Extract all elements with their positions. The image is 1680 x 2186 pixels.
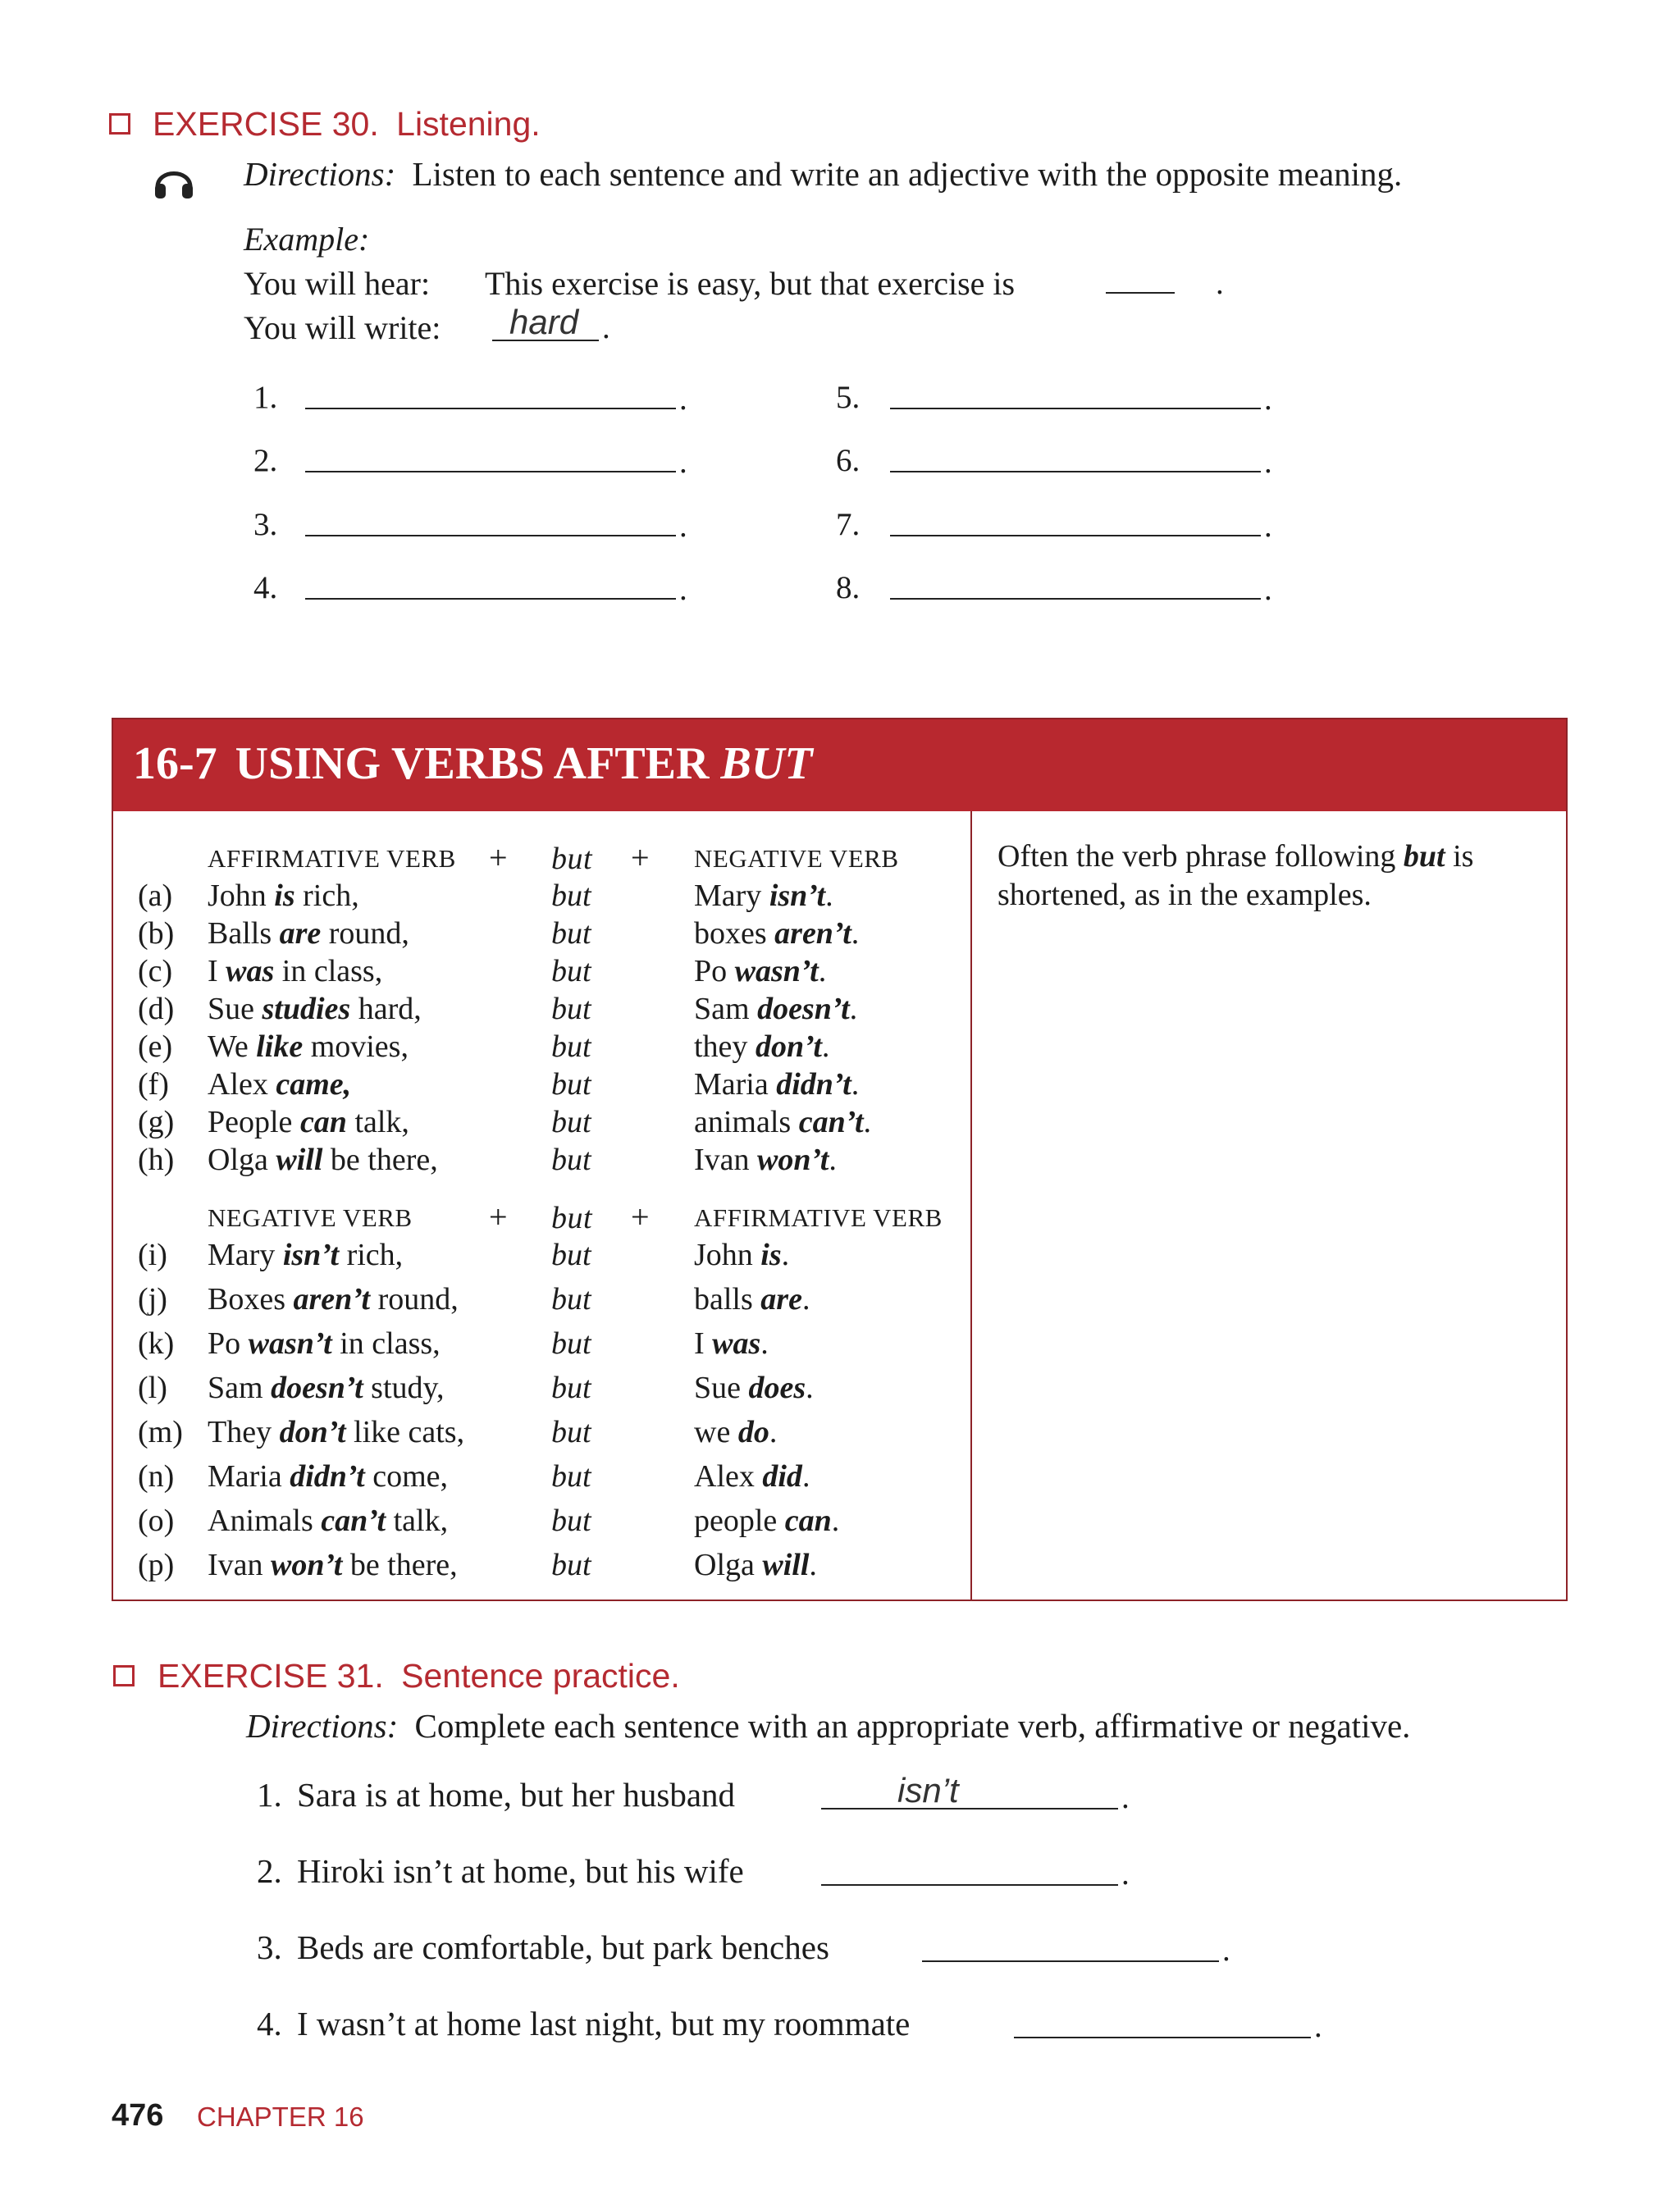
exercise-30-checkbox[interactable] bbox=[109, 113, 130, 135]
but-word: but bbox=[551, 1504, 591, 1538]
row-letter: (o) bbox=[138, 1504, 175, 1538]
but-word: but bbox=[551, 992, 591, 1026]
clause-2 bbox=[694, 1144, 837, 1175]
row-letter: (g) bbox=[138, 1105, 175, 1139]
item-number: 7. bbox=[836, 507, 861, 542]
clause-1 bbox=[208, 1549, 458, 1581]
but-word: but bbox=[551, 1371, 591, 1405]
clause-subject: they bbox=[694, 1029, 756, 1064]
blank-period: . bbox=[1121, 1780, 1130, 1815]
directions-label: Directions: bbox=[246, 1707, 399, 1745]
write-period: . bbox=[602, 310, 610, 345]
clause-subject: Po bbox=[208, 1326, 249, 1361]
clause-rest: round, bbox=[321, 916, 409, 951]
clause-subject: boxes bbox=[694, 916, 775, 951]
clause-verb: wasn’t bbox=[248, 1326, 332, 1361]
clause-verb: can’t bbox=[798, 1105, 864, 1139]
header-negative-verb: NEGATIVE VERB bbox=[694, 844, 899, 873]
clause-verb: wasn’t bbox=[734, 954, 819, 988]
clause-1 bbox=[208, 918, 409, 949]
clause-subject: We bbox=[208, 1029, 257, 1064]
clause-subject: Maria bbox=[694, 1067, 777, 1102]
clause-1 bbox=[208, 1107, 409, 1138]
exercise-31-directions bbox=[246, 1709, 1410, 1743]
clause-rest: come, bbox=[364, 1459, 449, 1494]
clause-verb: can bbox=[784, 1504, 832, 1538]
blank-period: . bbox=[1264, 509, 1272, 544]
clause-subject: people bbox=[694, 1504, 785, 1538]
row-letter: (p) bbox=[138, 1548, 175, 1582]
plus-sign: + bbox=[631, 1198, 650, 1235]
blank-period: . bbox=[679, 572, 687, 607]
clause-subject: I bbox=[208, 954, 226, 988]
clause-verb: aren’t bbox=[293, 1282, 371, 1317]
clause-subject: Alex bbox=[694, 1459, 763, 1494]
clause-2 bbox=[694, 1417, 777, 1448]
clause-1 bbox=[208, 1461, 448, 1492]
exercise-30-title bbox=[153, 105, 541, 144]
header-but: but bbox=[551, 842, 593, 876]
but-word: but bbox=[551, 1548, 591, 1582]
row-letter: (c) bbox=[138, 954, 173, 988]
directions-text: Complete each sentence with an appropriate verb, affirmative or negative. bbox=[414, 1707, 1411, 1745]
item-number: 3. bbox=[253, 507, 278, 542]
clause-rest: be there, bbox=[322, 1143, 438, 1177]
clause-rest: . bbox=[863, 1105, 872, 1139]
clause-rest: rich, bbox=[294, 879, 359, 913]
sentence-3 bbox=[257, 1928, 829, 1966]
clause-subject: Sam bbox=[208, 1371, 272, 1405]
clause-verb: can bbox=[299, 1105, 347, 1139]
header-affirmative-verb: AFFIRMATIVE VERB bbox=[208, 844, 456, 873]
write-answer: hard bbox=[509, 303, 579, 341]
clause-subject: Ivan bbox=[694, 1143, 758, 1177]
row-letter: (b) bbox=[138, 916, 175, 951]
clause-rest: talk, bbox=[386, 1504, 449, 1538]
clause-verb: will bbox=[276, 1143, 323, 1177]
sentence-4 bbox=[257, 2007, 910, 2041]
clause-verb: doesn’t bbox=[757, 992, 850, 1026]
clause-rest: . bbox=[801, 1459, 810, 1494]
clause-rest: . bbox=[831, 1504, 840, 1538]
but-word: but bbox=[551, 1415, 591, 1449]
row-letter: (e) bbox=[138, 1029, 173, 1064]
clause-verb: don’t bbox=[279, 1415, 346, 1449]
clause-1 bbox=[208, 1284, 459, 1315]
chart-note-line-2: shortened, as in the examples. bbox=[998, 878, 1372, 912]
exercise-31-checkbox[interactable] bbox=[113, 1665, 135, 1686]
clause-2 bbox=[694, 1328, 769, 1359]
write-label: You will write: bbox=[244, 309, 441, 346]
clause-subject: balls bbox=[694, 1282, 761, 1317]
row-letter: (i) bbox=[138, 1238, 167, 1272]
header-but: but bbox=[551, 1201, 593, 1235]
headphones-icon bbox=[151, 157, 197, 203]
blank-period: . bbox=[679, 381, 687, 417]
clause-rest: . bbox=[801, 1282, 810, 1317]
clause-rest: round, bbox=[370, 1282, 459, 1317]
answer-blank-2[interactable] bbox=[305, 471, 676, 472]
exercise-31-subtitle: Sentence practice. bbox=[401, 1657, 680, 1695]
clause-subject: John bbox=[208, 879, 275, 913]
clause-verb: is bbox=[760, 1238, 782, 1272]
page-number: 476 bbox=[112, 2098, 164, 2133]
clause-1 bbox=[208, 956, 382, 987]
clause-2 bbox=[694, 1239, 789, 1271]
exercise-30-subtitle: Listening. bbox=[396, 105, 541, 143]
but-word: but bbox=[551, 1105, 591, 1139]
blank-period: . bbox=[1264, 445, 1272, 480]
answer-blank-7[interactable] bbox=[890, 535, 1261, 536]
item-number: 4. bbox=[257, 2005, 282, 2042]
clause-1 bbox=[208, 1372, 445, 1403]
sentence-text: Beds are comfortable, but park benches bbox=[297, 1928, 829, 1966]
chart-note-line-1 bbox=[998, 841, 1473, 872]
clause-rest: hard, bbox=[350, 992, 422, 1026]
answer-blank-1[interactable] bbox=[821, 1808, 1118, 1809]
clause-rest: be there, bbox=[342, 1548, 458, 1582]
clause-verb: doesn’t bbox=[271, 1371, 363, 1405]
item-number: 5. bbox=[836, 380, 861, 415]
row-letter: (j) bbox=[138, 1282, 167, 1317]
sentence-text: Sara is at home, but her husband bbox=[297, 1776, 736, 1814]
note-text: Often the verb phrase following bbox=[998, 839, 1396, 874]
clause-verb: didn’t bbox=[776, 1067, 851, 1102]
exercise-30-number: EXERCISE 30. bbox=[153, 105, 379, 143]
blank-period: . bbox=[679, 445, 687, 480]
blank-period: . bbox=[1222, 1933, 1230, 1968]
clause-verb: does bbox=[748, 1371, 806, 1405]
clause-subject: animals bbox=[694, 1105, 799, 1139]
row-letter: (l) bbox=[138, 1371, 167, 1405]
blank-period: . bbox=[1121, 1856, 1130, 1892]
but-word: but bbox=[551, 1067, 591, 1102]
clause-subject: Olga bbox=[208, 1143, 276, 1177]
but-word: but bbox=[551, 954, 591, 988]
answer-blank-1[interactable] bbox=[305, 408, 676, 409]
row-letter: (n) bbox=[138, 1459, 175, 1494]
clause-2 bbox=[694, 1549, 817, 1581]
plus-sign: + bbox=[489, 839, 508, 876]
clause-1 bbox=[208, 1144, 438, 1175]
clause-2 bbox=[694, 1069, 859, 1100]
clause-subject: Maria bbox=[208, 1459, 290, 1494]
row-letter: (h) bbox=[138, 1143, 175, 1177]
clause-subject: Sam bbox=[694, 992, 758, 1026]
answer-blank-2[interactable] bbox=[821, 1884, 1118, 1886]
clause-1 bbox=[208, 1031, 409, 1062]
but-word: but bbox=[551, 1238, 591, 1272]
blank-period: . bbox=[1264, 381, 1272, 417]
clause-2 bbox=[694, 1107, 871, 1138]
grammar-chart-box bbox=[112, 718, 1568, 1601]
hear-blank bbox=[1106, 292, 1175, 294]
clause-verb: isn’t bbox=[769, 879, 826, 913]
sentence-text: I wasn’t at home last night, but my roommate bbox=[297, 2005, 911, 2042]
row-letter: (a) bbox=[138, 879, 173, 913]
header-affirmative-verb: AFFIRMATIVE VERB bbox=[694, 1203, 943, 1232]
clause-2 bbox=[694, 1372, 814, 1403]
clause-verb: are bbox=[279, 916, 322, 951]
sentence-2 bbox=[257, 1852, 744, 1890]
clause-verb: was bbox=[712, 1326, 761, 1361]
clause-2 bbox=[694, 918, 859, 949]
clause-verb: will bbox=[762, 1548, 810, 1582]
but-word: but bbox=[551, 1143, 591, 1177]
clause-verb: aren’t bbox=[774, 916, 851, 951]
chart-title-em: BUT bbox=[720, 738, 813, 789]
clause-rest: like cats, bbox=[345, 1415, 465, 1449]
plus-sign: + bbox=[631, 839, 650, 876]
clause-rest: . bbox=[818, 954, 827, 988]
clause-subject: Po bbox=[694, 954, 735, 988]
clause-verb: don’t bbox=[755, 1029, 822, 1064]
item-number: 3. bbox=[257, 1928, 282, 1966]
clause-verb: do bbox=[737, 1415, 769, 1449]
clause-1 bbox=[208, 1417, 464, 1448]
row-letter: (f) bbox=[138, 1067, 169, 1102]
item-number: 4. bbox=[253, 570, 278, 605]
clause-rest: . bbox=[829, 1143, 837, 1177]
clause-rest: . bbox=[769, 1415, 778, 1449]
answer-1: isn’t bbox=[897, 1771, 959, 1809]
blank-period: . bbox=[679, 509, 687, 544]
item-number: 2. bbox=[257, 1852, 282, 1890]
clause-rest: . bbox=[821, 1029, 830, 1064]
answer-blank-5[interactable] bbox=[890, 408, 1261, 409]
clause-verb: are bbox=[760, 1282, 802, 1317]
chart-title-text: USING VERBS AFTER bbox=[235, 738, 710, 789]
clause-subject: Alex bbox=[208, 1067, 276, 1102]
clause-2 bbox=[694, 880, 833, 911]
answer-blank-3[interactable] bbox=[922, 1960, 1219, 1962]
clause-rest: in class, bbox=[331, 1326, 441, 1361]
clause-subject: Sue bbox=[694, 1371, 749, 1405]
chart-title-banner bbox=[113, 719, 1566, 811]
clause-verb: came, bbox=[276, 1067, 352, 1102]
clause-rest: . bbox=[851, 1067, 860, 1102]
row-letter: (k) bbox=[138, 1326, 175, 1361]
clause-rest: . bbox=[760, 1326, 769, 1361]
clause-rest: . bbox=[851, 916, 860, 951]
clause-rest: rich, bbox=[339, 1238, 404, 1272]
hear-text: This exercise is easy, but that exercise is bbox=[485, 265, 1016, 302]
clause-subject: Boxes bbox=[208, 1282, 294, 1317]
chart-number: 16-7 bbox=[133, 738, 217, 789]
hear-period: . bbox=[1216, 266, 1224, 301]
clause-subject: Sue bbox=[208, 992, 262, 1026]
item-number: 8. bbox=[836, 570, 861, 605]
directions-text: Listen to each sentence and write an adjective with the opposite meaning. bbox=[412, 155, 1403, 193]
clause-1 bbox=[208, 993, 422, 1025]
clause-rest: . bbox=[806, 1371, 814, 1405]
answer-blank-6[interactable] bbox=[890, 471, 1261, 472]
item-number: 1. bbox=[257, 1776, 282, 1814]
clause-subject: Animals bbox=[208, 1504, 322, 1538]
header-negative-verb: NEGATIVE VERB bbox=[208, 1203, 413, 1232]
blank-period: . bbox=[1314, 2009, 1322, 2044]
exercise-31-number: EXERCISE 31. bbox=[158, 1657, 384, 1695]
clause-verb: studies bbox=[262, 992, 351, 1026]
clause-subject: Balls bbox=[208, 916, 280, 951]
clause-rest: . bbox=[809, 1548, 817, 1582]
clause-subject: They bbox=[208, 1415, 280, 1449]
clause-1 bbox=[208, 880, 359, 911]
clause-1 bbox=[208, 1239, 403, 1271]
clause-2 bbox=[694, 1284, 810, 1315]
clause-subject: Mary bbox=[694, 879, 769, 913]
answer-blank-8[interactable] bbox=[890, 598, 1261, 600]
directions-label: Directions: bbox=[244, 155, 396, 193]
clause-verb: didn’t bbox=[290, 1459, 365, 1494]
sentence-1 bbox=[257, 1778, 735, 1812]
note-text: is bbox=[1453, 839, 1474, 874]
clause-subject: I bbox=[694, 1326, 713, 1361]
note-emphasis: but bbox=[1403, 839, 1445, 874]
clause-rest: study, bbox=[363, 1371, 445, 1405]
answer-blank-3[interactable] bbox=[305, 535, 676, 536]
clause-verb: like bbox=[256, 1029, 304, 1064]
clause-2 bbox=[694, 956, 826, 987]
clause-verb: won’t bbox=[757, 1143, 829, 1177]
item-number: 1. bbox=[253, 380, 278, 415]
but-word: but bbox=[551, 916, 591, 951]
clause-verb: is bbox=[274, 879, 295, 913]
clause-verb: was bbox=[226, 954, 275, 988]
clause-rest: in class, bbox=[274, 954, 383, 988]
answer-blank-4[interactable] bbox=[1014, 2037, 1311, 2038]
clause-2 bbox=[694, 1505, 839, 1536]
but-word: but bbox=[551, 879, 591, 913]
item-number: 2. bbox=[253, 443, 278, 478]
clause-subject: People bbox=[208, 1105, 300, 1139]
clause-rest: . bbox=[825, 879, 833, 913]
exercise-30-directions bbox=[244, 157, 1402, 191]
clause-1 bbox=[208, 1328, 441, 1359]
but-word: but bbox=[551, 1326, 591, 1361]
clause-subject: Ivan bbox=[208, 1548, 272, 1582]
but-word: but bbox=[551, 1459, 591, 1494]
clause-verb: did bbox=[762, 1459, 802, 1494]
clause-2 bbox=[694, 993, 857, 1025]
clause-2 bbox=[694, 1031, 829, 1062]
clause-2 bbox=[694, 1461, 810, 1492]
plus-sign: + bbox=[489, 1198, 508, 1235]
clause-subject: Olga bbox=[694, 1548, 763, 1582]
exercise-31-title bbox=[158, 1657, 680, 1695]
chart-title bbox=[133, 737, 812, 790]
but-word: but bbox=[551, 1282, 591, 1317]
clause-rest: . bbox=[781, 1238, 790, 1272]
clause-rest: movies, bbox=[303, 1029, 409, 1064]
clause-rest: talk, bbox=[346, 1105, 409, 1139]
clause-subject: John bbox=[694, 1238, 761, 1272]
clause-subject: Mary bbox=[208, 1238, 283, 1272]
clause-1 bbox=[208, 1069, 351, 1100]
clause-subject: we bbox=[694, 1415, 738, 1449]
answer-blank-4[interactable] bbox=[305, 598, 676, 600]
row-letter: (m) bbox=[138, 1415, 183, 1449]
chapter-label: CHAPTER 16 bbox=[197, 2102, 364, 2132]
clause-verb: won’t bbox=[271, 1548, 343, 1582]
clause-verb: can’t bbox=[321, 1504, 386, 1538]
row-letter: (d) bbox=[138, 992, 175, 1026]
clause-rest: . bbox=[849, 992, 858, 1026]
blank-period: . bbox=[1264, 572, 1272, 607]
clause-verb: isn’t bbox=[282, 1238, 340, 1272]
sentence-text: Hiroki isn’t at home, but his wife bbox=[297, 1852, 744, 1890]
hear-label: You will hear: bbox=[244, 265, 431, 302]
example-label: Example: bbox=[244, 221, 370, 258]
chart-divider bbox=[970, 811, 972, 1601]
clause-1 bbox=[208, 1505, 448, 1536]
item-number: 6. bbox=[836, 443, 861, 478]
but-word: but bbox=[551, 1029, 591, 1064]
